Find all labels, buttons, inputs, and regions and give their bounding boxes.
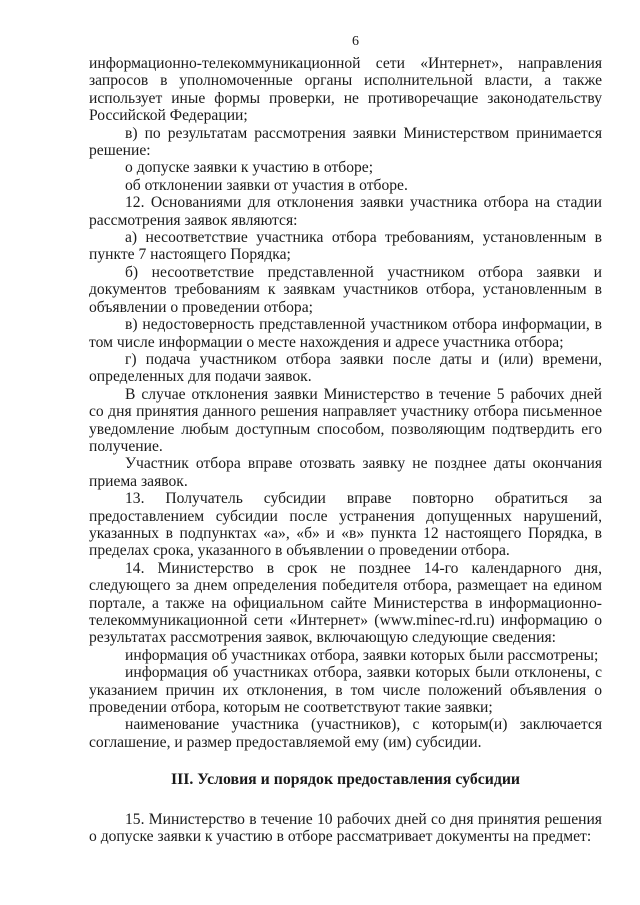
paragraph-withdrawal: Участник отбора вправе отозвать заявку не позднее даты окончания приема заявок. xyxy=(89,455,602,490)
paragraph-12: 12. Основаниями для отклонения заявки участника отбора на стадии рассмотрения заявок являются: xyxy=(89,194,602,229)
section-heading: III. Условия и порядок предоставления субсидии xyxy=(170,771,521,789)
paragraph-12-v: в) недостоверность представленной участником отбора информации, в том числе информации о месте нахождения и адресе участника отбора; xyxy=(89,316,602,351)
paragraph-14-rejected: информация об участниках отбора, заявки которых были отклонены, с указанием причин их отклонения, в том числе положений объявления о проведении отбора, которым не соответствуют такие заявки; xyxy=(89,664,602,717)
paragraph-15: 15. Министерство в течение 10 рабочих дней со дня принятия решения о допуске заявки к участию в отборе рассматривает документы на предмет: xyxy=(89,810,602,846)
paragraph-12-b: б) несоответствие представленной участником отбора заявки и документов требованиям к заявкам участников отбора, установленным в объявлении о проведении отбора; xyxy=(89,263,602,316)
paragraph-13: 13. Получатель субсидии вправе повторно обратиться за предоставлением субсидии после устранения допущенных нарушений, указанных в подпунктах «а», «б» и «в» пункта 12 настоящего Порядка, в пределах срока, указанного в объявлении о проведении отбора. xyxy=(89,490,602,560)
paragraph-14: 14. Министерство в срок не позднее 14-го календарного дня, следующего за днем определения победителя отбора, размещает на едином портале, а также на официальном сайте Министерства в информационно-телекоммуникационной сети «Интернет» (www.minec-rd.ru) информацию о результатах рассмотрения заявок, включающую следующие сведения: xyxy=(89,559,602,647)
paragraph-rejection: об отклонении заявки от участия в отборе. xyxy=(125,176,408,194)
page-number: 6 xyxy=(352,34,359,49)
paragraph-12-a: а) несоответствие участника отбора требованиям, установленным в пункте 7 настоящего Порядка; xyxy=(89,229,602,264)
paragraph-continuation: информационно-телекоммуникационной сети «Интернет», направления запросов в уполномоченные органы исполнительной власти, а также использует иные формы проверки, не противоречащие законодательству Российской Федерации; xyxy=(89,55,602,125)
paragraph-14-considered: информация об участниках отбора, заявки которых были рассмотрены; xyxy=(125,646,599,664)
paragraph-12-g: г) подача участником отбора заявки после даты и (или) времени, определенных для подачи заявок. xyxy=(89,350,602,386)
paragraph-14-agreement: наименование участника (участников), с которым(и) заключается соглашение, и размер предоставляемой ему (им) субсидии. xyxy=(89,716,602,751)
paragraph-admission: о допуске заявки к участию в отборе; xyxy=(125,159,374,177)
paragraph-rejection-notice: В случае отклонения заявки Министерство в течение 5 рабочих дней со дня принятия данного решения направляет участнику отбора письменное уведомление любым доступным способом, позволяющим подтвердить его получение. xyxy=(89,385,602,455)
paragraph-item-v-decision: в) по результатам рассмотрения заявки Министерством принимается решение: xyxy=(89,124,602,160)
